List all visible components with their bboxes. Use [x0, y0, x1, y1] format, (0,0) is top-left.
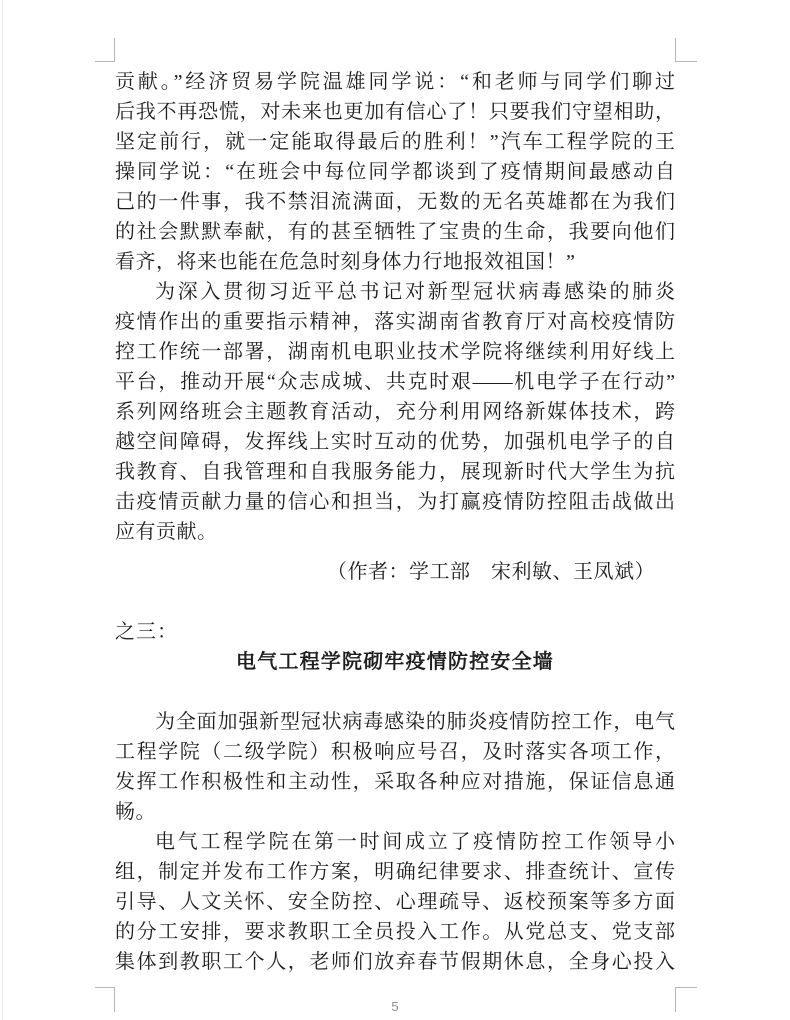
text-boundary-mark-bottom-left [95, 987, 115, 1012]
text-line: 控工作统一部署，湖南机电职业技术学院将继续利用好线上 [115, 341, 675, 363]
text-line: 应有贡献。 [115, 521, 218, 543]
para-online-class-plan [115, 277, 675, 547]
text-line: 我教育、自我管理和自我服务能力，展现新时代大学生为抗 [115, 461, 675, 483]
text-boundary-mark-bottom-right [675, 987, 697, 1012]
text-line: 工程学院（二级学院）积极响应号召，及时落实各项工作， [115, 741, 675, 763]
text-line: 为全面加强新型冠状病毒感染的肺炎疫情防控工作，电气 [155, 711, 675, 733]
section-heading: 电气工程学院砌牢疫情防控安全墙 [236, 651, 554, 673]
text-line: 后我不再恐慌，对未来也更加有信心了！只要我们守望相助， [115, 101, 675, 123]
text-line: 的社会默默奉献，有的甚至牺牲了宝贵的生命，我要向他们 [115, 221, 675, 243]
text-line: 己的一件事，我不禁泪流满面，无数的无名英雄都在为我们 [115, 191, 675, 213]
text-line: 的分工安排，要求教职工全员投入工作。从党总支、党支部 [115, 921, 675, 943]
page-left-edge-line [2, 0, 3, 1020]
text-line: 为深入贯彻习近平总书记对新型冠状病毒感染的肺炎 [155, 281, 675, 303]
para-student-quotes [115, 67, 675, 277]
text-line: 疫情作出的重要指示精神，落实湖南省教育厅对高校疫情防 [115, 311, 675, 333]
section-label: 之三： [115, 621, 178, 643]
text-boundary-mark-top-left [95, 38, 115, 62]
text-boundary-mark-top-right [675, 38, 697, 62]
author-line: （作者：学工部 宋利敏、王凤斌） [327, 561, 655, 583]
text-line: 发挥工作积极性和主动性，采取各种应对措施，保证信息通 [115, 771, 675, 793]
para-electrical-response [115, 707, 675, 827]
document-text-area [115, 67, 675, 977]
text-line: 电气工程学院在第一时间成立了疫情防控工作领导小 [155, 831, 675, 853]
para-leadership-group [115, 827, 675, 977]
text-line: 组，制定并发布工作方案，明确纪律要求、排查统计、宣传 [115, 861, 675, 883]
blank-line [115, 677, 675, 707]
blank-line [115, 587, 675, 617]
text-line: 看齐，将来也能在危急时刻身体力行地报效祖国！” [115, 251, 576, 273]
text-line: 畅。 [115, 801, 156, 823]
text-line: 贡献。”经济贸易学院温雄同学说：“和老师与同学们聊过 [115, 71, 675, 93]
text-line: 操同学说：“在班会中每位同学都谈到了疫情期间最感动自 [115, 161, 675, 183]
text-line: 平台，推动开展“众志成城、共克时艰——机电学子在行动” [115, 371, 675, 393]
text-line: 击疫情贡献力量的信心和担当，为打赢疫情防控阻击战做出 [115, 491, 675, 513]
text-line: 引导、人文关怀、安全防控、心理疏导、返校预案等多方面 [115, 891, 675, 913]
text-line: 坚定前行，就一定能取得最后的胜利！”汽车工程学院的王 [115, 131, 675, 153]
text-line: 集体到教职工个人，老师们放弃春节假期休息，全身心投入 [115, 951, 675, 973]
page-number: 5 [391, 999, 399, 1014]
text-line: 越空间障碍，发挥线上实时互动的优势，加强机电学子的自 [115, 431, 675, 453]
text-line: 系列网络班会主题教育活动，充分利用网络新媒体技术，跨 [115, 401, 675, 423]
